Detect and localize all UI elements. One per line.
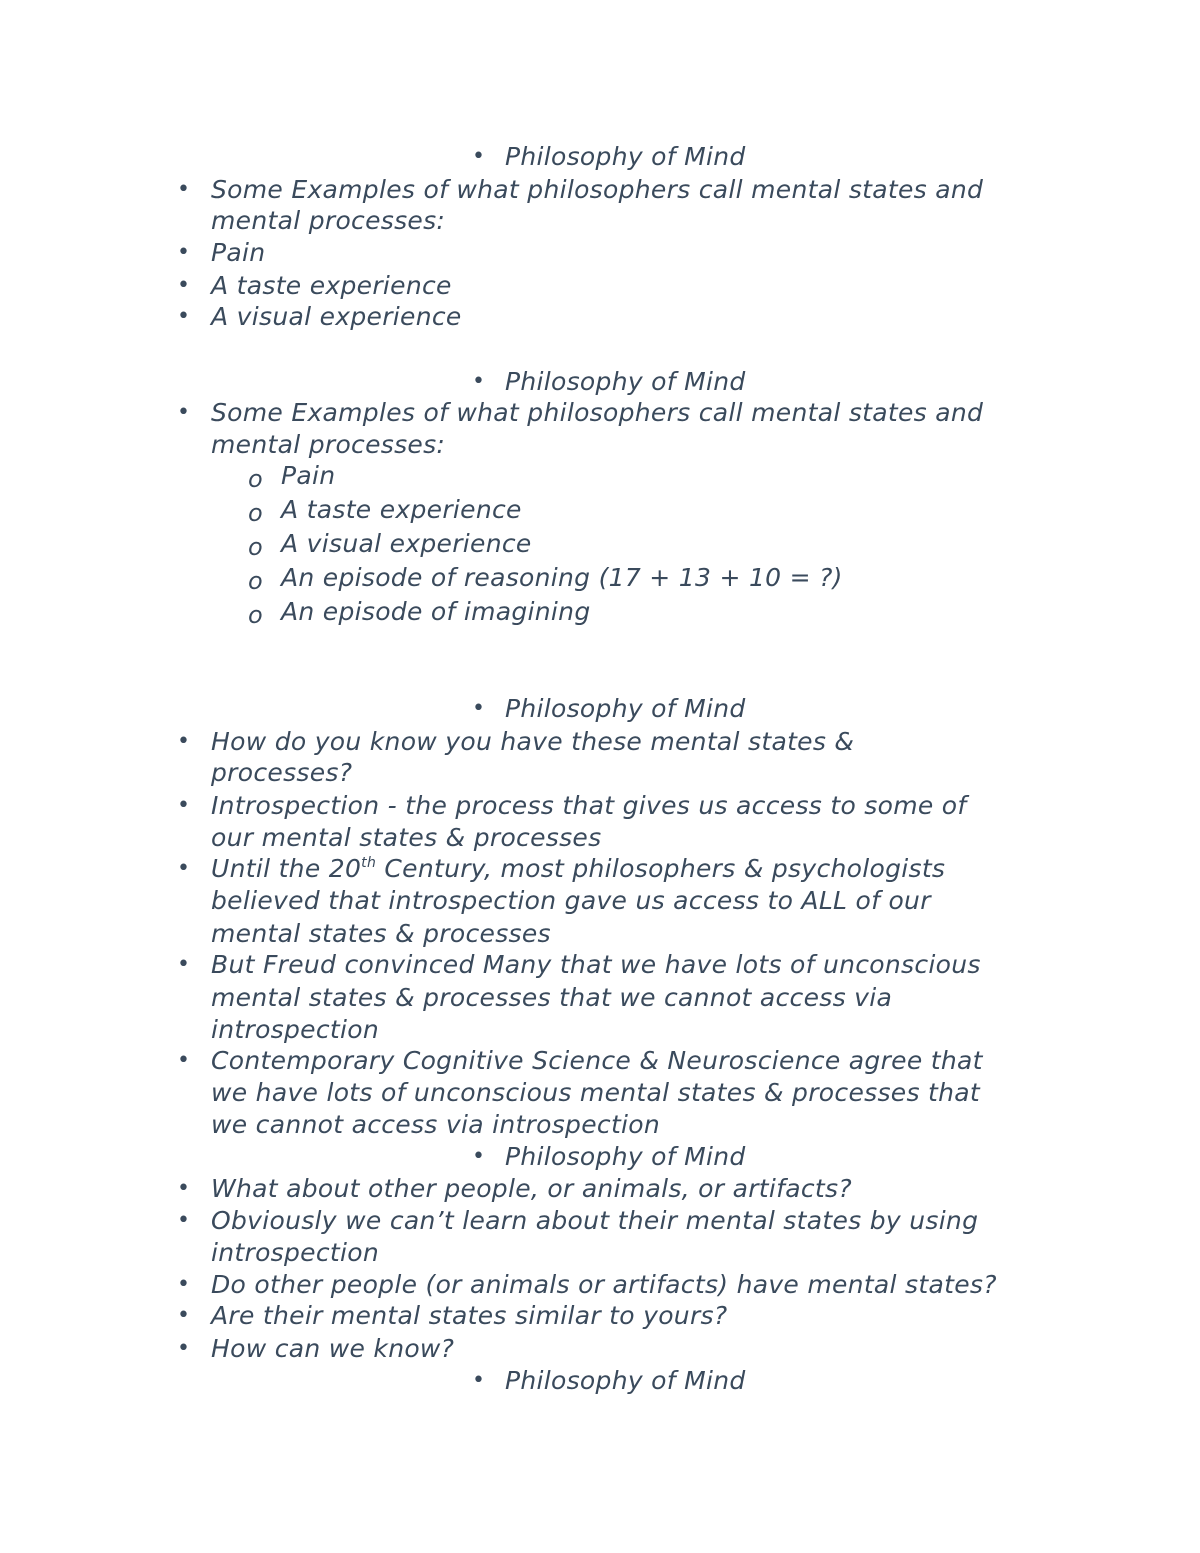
list-item-continuation: mental states & processes that we cannot access via [211,983,893,1012]
list-item: What about other people, or animals, or artifacts? [211,1174,852,1203]
bullet-icon: • [177,1208,191,1233]
bullet-icon: • [177,793,191,818]
list-item: How do you know you have these mental states & [211,727,855,756]
bullet-icon: • [177,1176,191,1201]
list-item: Contemporary Cognitive Science & Neuroscience agree that [211,1046,983,1075]
list-item-continuation: believed that introspection gave us access to ALL of our [211,886,931,915]
sub-bullet-icon: o [248,533,263,561]
sub-bullet-icon: o [248,601,263,629]
list-item: How can we know? [211,1334,455,1363]
bullet-icon: • [177,240,191,265]
list-item: But Freud convinced Many that we have lots of unconscious [211,950,981,979]
bullet-icon: • [472,144,486,169]
list-item [211,853,945,885]
list-item: Pain [211,238,266,267]
list-item: Do other people (or animals or artifacts) have mental states? [211,1270,997,1299]
sub-list-item: An episode of reasoning (17 + 13 + 10 = ?) [281,563,843,592]
list-item-continuation: mental processes: [211,430,446,459]
bullet-icon: • [177,1336,191,1361]
list-item-continuation: our mental states & processes [211,823,602,852]
bullet-icon: • [177,177,191,202]
list-item-continuation: we have lots of unconscious mental states & processes that [211,1078,980,1107]
list-item: Introspection - the process that gives us access to some of [211,791,967,820]
section-heading: Philosophy of Mind [505,142,746,171]
sub-bullet-icon: o [248,499,263,527]
sub-list-item: A visual experience [281,529,532,558]
sub-bullet-icon: o [248,465,263,493]
section-heading: Philosophy of Mind [505,694,746,723]
list-item-continuation: introspection [211,1238,379,1267]
bullet-icon: • [472,369,486,394]
bullet-icon: • [472,696,486,721]
bullet-icon: • [177,729,191,754]
bullet-icon: • [177,1303,191,1328]
list-item-text: Until the 20 [211,854,362,883]
section-heading: Philosophy of Mind [505,1366,746,1395]
bullet-icon: • [177,1272,191,1297]
list-item: A taste experience [211,271,452,300]
section-heading: Philosophy of Mind [505,367,746,396]
list-item: Some Examples of what philosophers call mental states and [211,398,984,427]
bullet-icon: • [177,273,191,298]
list-item-continuation: processes? [211,758,353,787]
section-heading: Philosophy of Mind [505,1142,746,1171]
sub-list-item: A taste experience [281,495,522,524]
list-item-continuation: introspection [211,1015,379,1044]
bullet-icon: • [177,1048,191,1073]
sub-bullet-icon: o [248,567,263,595]
superscript-ordinal: th [361,855,377,871]
list-item-continuation: mental states & processes [211,919,551,948]
bullet-icon: • [472,1144,486,1169]
sub-list-item: An episode of imagining [281,597,591,626]
bullet-icon: • [177,304,191,329]
sub-list-item: Pain [281,461,336,490]
bullet-icon: • [177,400,191,425]
list-item-text: Century, most philosophers & psychologists [376,854,946,883]
bullet-icon: • [472,1368,486,1393]
list-item: Obviously we can’t learn about their mental states by using [211,1206,979,1235]
bullet-icon: • [177,856,191,881]
list-item: Some Examples of what philosophers call mental states and [211,175,984,204]
bullet-icon: • [177,952,191,977]
list-item: Are their mental states similar to yours? [211,1301,728,1330]
list-item-continuation: we cannot access via introspection [211,1110,661,1139]
list-item: A visual experience [211,302,462,331]
list-item-continuation: mental processes: [211,206,446,235]
